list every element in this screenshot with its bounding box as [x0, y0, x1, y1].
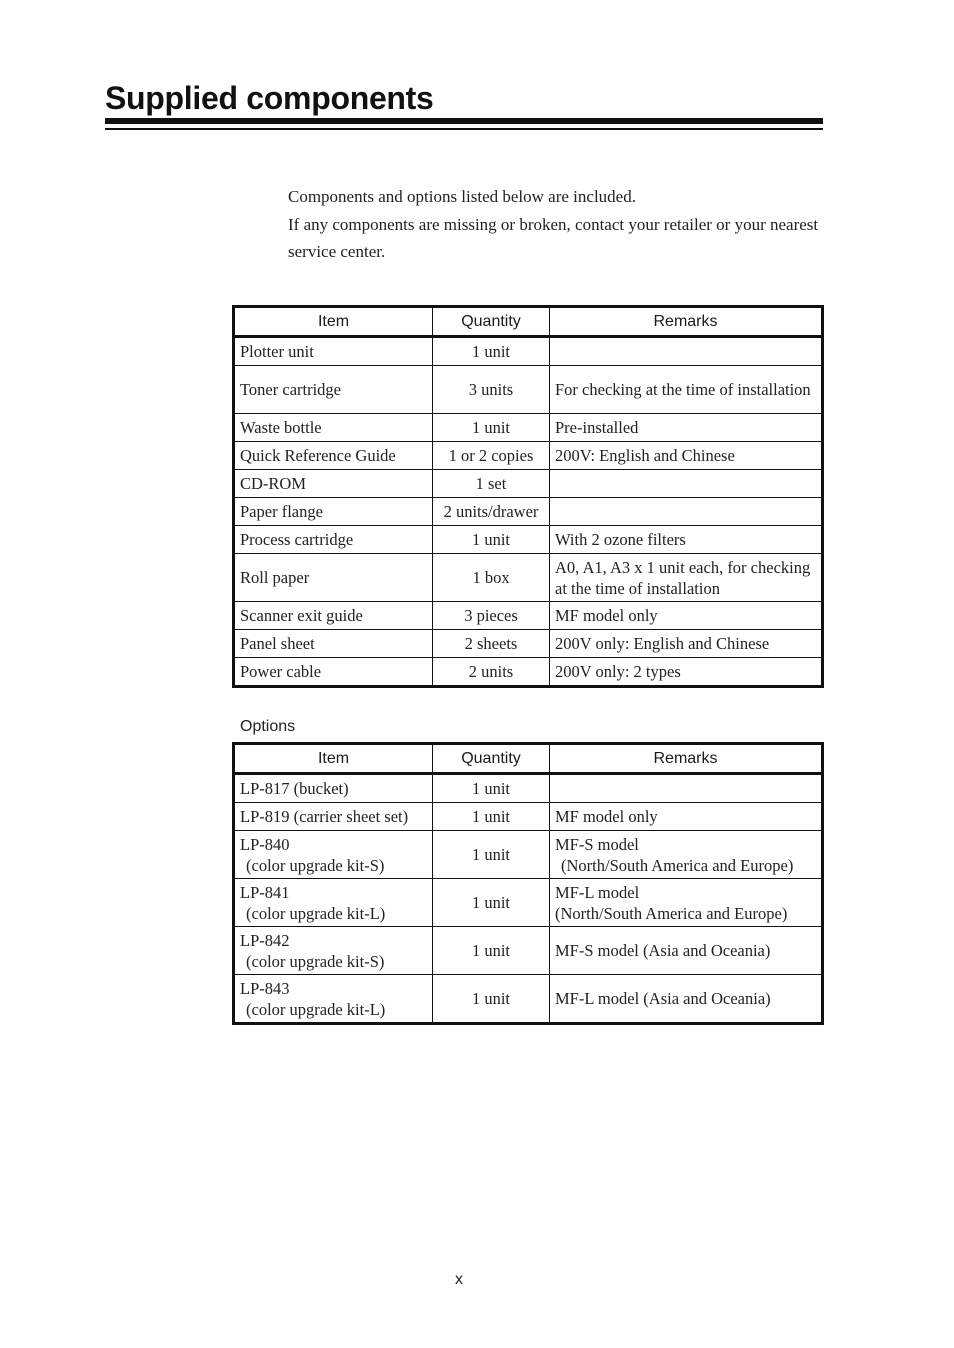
- cell-item: [234, 831, 433, 879]
- cell-item: [234, 879, 433, 927]
- cell-remarks: [550, 803, 823, 831]
- item-subtext: (color upgrade kit-L): [246, 903, 386, 923]
- cell-item: [234, 630, 433, 658]
- item-text: Panel sheet: [240, 634, 315, 653]
- remarks-text: MF-L model (Asia and Oceania): [555, 989, 771, 1008]
- table-row: [234, 831, 823, 879]
- options-header-row: [234, 744, 823, 774]
- item-subtext: (color upgrade kit-L): [246, 999, 386, 1019]
- table-row: [234, 337, 823, 366]
- cell-remarks: [550, 658, 823, 687]
- options-label: Options: [240, 718, 296, 735]
- cell-quantity: [433, 366, 550, 414]
- header-quantity: Quantity: [433, 307, 550, 337]
- header-item: Item: [234, 744, 433, 774]
- remarks-text: MF model only: [555, 606, 658, 625]
- item-text: LP-843: [240, 978, 290, 998]
- cell-remarks: [550, 879, 823, 927]
- quantity-text: 1 unit: [471, 989, 511, 1008]
- quantity-text: 1 unit: [471, 418, 511, 437]
- cell-remarks: [550, 927, 823, 975]
- cell-quantity: [433, 774, 550, 803]
- item-text: LP-840: [240, 834, 290, 854]
- cell-item: [234, 337, 433, 366]
- cell-quantity: [433, 554, 550, 602]
- cell-quantity: [433, 831, 550, 879]
- cell-remarks: [550, 774, 823, 803]
- quantity-text: 2 sheets: [464, 634, 518, 653]
- cell-quantity: [433, 498, 550, 526]
- cell-item: [234, 975, 433, 1024]
- quantity-text: 1 unit: [471, 807, 511, 826]
- quantity-text: 1 unit: [471, 893, 511, 912]
- remarks-text: With 2 ozone filters: [555, 530, 686, 549]
- header-quantity: Quantity: [433, 744, 550, 774]
- page-number: x: [455, 1271, 463, 1288]
- item-text: Toner cartridge: [240, 380, 341, 399]
- remarks-text: 200V only: 2 types: [555, 662, 681, 681]
- item-text: LP-819 (carrier sheet set): [240, 807, 409, 826]
- cell-quantity: [433, 414, 550, 442]
- remarks-subtext: (North/South America and Europe): [555, 903, 788, 923]
- remarks-text: MF model only: [555, 807, 658, 826]
- cell-remarks: [550, 414, 823, 442]
- table-row: [234, 442, 823, 470]
- page-title: Supplied components: [105, 80, 434, 116]
- intro-line-1: Components and options listed below are included.: [288, 187, 636, 206]
- components-header-row: [234, 307, 823, 337]
- title-rule-thick: [105, 118, 823, 124]
- cell-remarks: [550, 831, 823, 879]
- remarks-text: 200V: English and Chinese: [555, 446, 735, 465]
- cell-quantity: [433, 337, 550, 366]
- cell-item: [234, 927, 433, 975]
- intro-text: [288, 183, 828, 266]
- cell-remarks: [550, 366, 823, 414]
- cell-remarks: [550, 337, 823, 366]
- cell-item: [234, 366, 433, 414]
- item-subtext: (color upgrade kit-S): [246, 951, 385, 971]
- cell-quantity: [433, 975, 550, 1024]
- cell-item: [234, 442, 433, 470]
- table-row: [234, 803, 823, 831]
- table-row: [234, 927, 823, 975]
- table-row: [234, 554, 823, 602]
- remarks-text: A0, A1, A3 x 1 unit each, for checking at the time of installation: [555, 557, 811, 598]
- cell-remarks: [550, 470, 823, 498]
- item-text: Quick Reference Guide: [240, 446, 396, 465]
- cell-item: [234, 414, 433, 442]
- table-row: [234, 366, 823, 414]
- item-text: LP-817 (bucket): [240, 779, 349, 798]
- cell-quantity: [433, 526, 550, 554]
- table-row: [234, 498, 823, 526]
- header-remarks: Remarks: [550, 744, 823, 774]
- cell-item: [234, 554, 433, 602]
- quantity-text: 1 unit: [471, 845, 511, 864]
- cell-quantity: [433, 658, 550, 687]
- quantity-text: 1 unit: [471, 941, 511, 960]
- item-text: Plotter unit: [240, 342, 314, 361]
- quantity-text: 2 units: [468, 662, 514, 681]
- table-row: [234, 774, 823, 803]
- cell-remarks: [550, 498, 823, 526]
- quantity-text: 2 units/drawer: [443, 502, 539, 521]
- cell-quantity: [433, 602, 550, 630]
- cell-quantity: [433, 470, 550, 498]
- quantity-text: 1 set: [475, 474, 507, 493]
- item-text: CD-ROM: [240, 474, 307, 493]
- cell-item: [234, 803, 433, 831]
- remarks-subtext: (North/South America and Europe): [561, 855, 794, 875]
- quantity-text: 1 unit: [471, 342, 511, 361]
- item-subtext: (color upgrade kit-S): [246, 855, 385, 875]
- table-row: [234, 414, 823, 442]
- quantity-text: 1 unit: [471, 779, 511, 798]
- item-text: Power cable: [240, 662, 322, 681]
- remarks-text: MF-L model: [555, 882, 640, 902]
- table-row: [234, 630, 823, 658]
- item-text: Roll paper: [240, 568, 310, 587]
- cell-quantity: [433, 803, 550, 831]
- table-row: [234, 602, 823, 630]
- table-row: [234, 526, 823, 554]
- item-text: Process cartridge: [240, 530, 354, 549]
- item-text: LP-841: [240, 882, 290, 902]
- item-text: LP-842: [240, 930, 290, 950]
- cell-quantity: [433, 442, 550, 470]
- components-table: [232, 305, 824, 688]
- quantity-text: 1 box: [472, 568, 510, 587]
- quantity-text: 3 units: [468, 380, 514, 399]
- cell-quantity: [433, 630, 550, 658]
- cell-item: [234, 526, 433, 554]
- remarks-text: 200V only: English and Chinese: [555, 634, 770, 653]
- header-remarks: Remarks: [550, 307, 823, 337]
- cell-item: [234, 498, 433, 526]
- cell-item: [234, 602, 433, 630]
- cell-remarks: [550, 442, 823, 470]
- remarks-text: MF-S model: [555, 834, 639, 854]
- cell-item: [234, 774, 433, 803]
- remarks-text: Pre-installed: [555, 418, 639, 437]
- cell-quantity: [433, 927, 550, 975]
- cell-item: [234, 470, 433, 498]
- table-row: [234, 470, 823, 498]
- item-text: Scanner exit guide: [240, 606, 363, 625]
- quantity-text: 1 unit: [471, 530, 511, 549]
- header-item: Item: [234, 307, 433, 337]
- cell-remarks: [550, 602, 823, 630]
- cell-remarks: [550, 630, 823, 658]
- item-text: Paper flange: [240, 502, 323, 521]
- intro-line-2: If any components are missing or broken, contact your retailer or your nearest service center.: [288, 214, 819, 261]
- table-row: [234, 975, 823, 1024]
- title-rule-thin: [105, 128, 823, 130]
- quantity-text: 3 pieces: [464, 606, 518, 625]
- options-table: [232, 742, 824, 1025]
- remarks-text: MF-S model (Asia and Oceania): [555, 941, 771, 960]
- quantity-text: 1 or 2 copies: [448, 446, 534, 465]
- cell-remarks: [550, 554, 823, 602]
- remarks-text: For checking at the time of installation: [555, 380, 811, 399]
- cell-remarks: [550, 975, 823, 1024]
- table-row: [234, 658, 823, 687]
- cell-quantity: [433, 879, 550, 927]
- table-row: [234, 879, 823, 927]
- cell-remarks: [550, 526, 823, 554]
- cell-item: [234, 658, 433, 687]
- item-text: Waste bottle: [240, 418, 322, 437]
